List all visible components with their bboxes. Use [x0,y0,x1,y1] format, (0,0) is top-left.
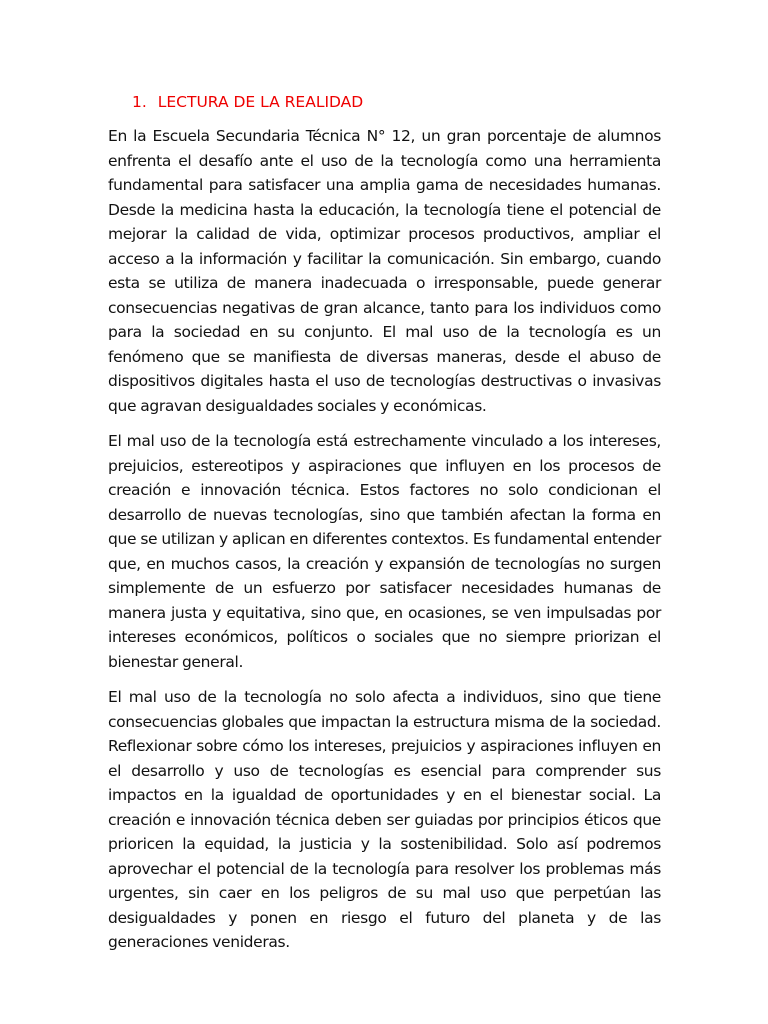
paragraph-2: El mal uso de la tecnología está estrechamente vinculado a los intereses, prejuicios, estereotipos y aspiraciones que influyen en los procesos de creación e innovación técnica. Estos factores no solo condicionan el desarrollo de nuevas tecnologías, sino que también afectan la forma en que se utilizan y aplican en diferentes contextos. Es fundamental entender que, en muchos casos, la creación y expansión de tecnologías no surgen simplemente de un esfuerzo por satisfacer necesidades humanas de manera justa y equitativa, sino que, en ocasiones, se ven impulsadas por intereses económicos, políticos o sociales que no siempre priorizan el bienestar general. [108,432,661,671]
section-heading [132,90,661,114]
paragraph-1: En la Escuela Secundaria Técnica N° 12, un gran porcentaje de alumnos enfrenta el desafío ante el uso de la tecnología como una herramienta fundamental para satisfacer una amplia gama de necesidades humanas. Desde la medicina hasta la educación, la tecnología tiene el potencial de mejorar la calidad de vida, optimizar procesos productivos, ampliar el acceso a la información y facilitar la comunicación. Sin embargo, cuando esta se utiliza de manera inadecuada o irresponsable, puede generar consecuencias negativas de gran alcance, tanto para los individuos como para la sociedad en su conjunto. El mal uso de la tecnología es un fenómeno que se manifiesta de diversas maneras, desde el abuso de dispositivos digitales hasta el uso de tecnologías destructivas o invasivas que agravan desigualdades sociales y económicas. [108,127,661,415]
document-page [108,90,661,966]
section-title: LECTURA DE LA REALIDAD [157,93,364,111]
paragraph-3: El mal uso de la tecnología no solo afecta a individuos, sino que tiene consecuencias globales que impactan la estructura misma de la sociedad. Reflexionar sobre cómo los intereses, prejuicios y aspiraciones influyen en el desarrollo y uso de tecnologías es esencial para comprender sus impactos en la igualdad de oportunidades y en el bienestar social. La creación e innovación técnica deben ser guiadas por principios éticos que prioricen la equidad, la justicia y la sostenibilidad. Solo así podremos aprovechar el potencial de la tecnología para resolver los problemas más urgentes, sin caer en los peligros de su mal uso que perpetúan las desigualdades y ponen en riesgo el futuro del planeta y de las generaciones venideras. [108,688,661,951]
section-number: 1. [132,93,147,111]
